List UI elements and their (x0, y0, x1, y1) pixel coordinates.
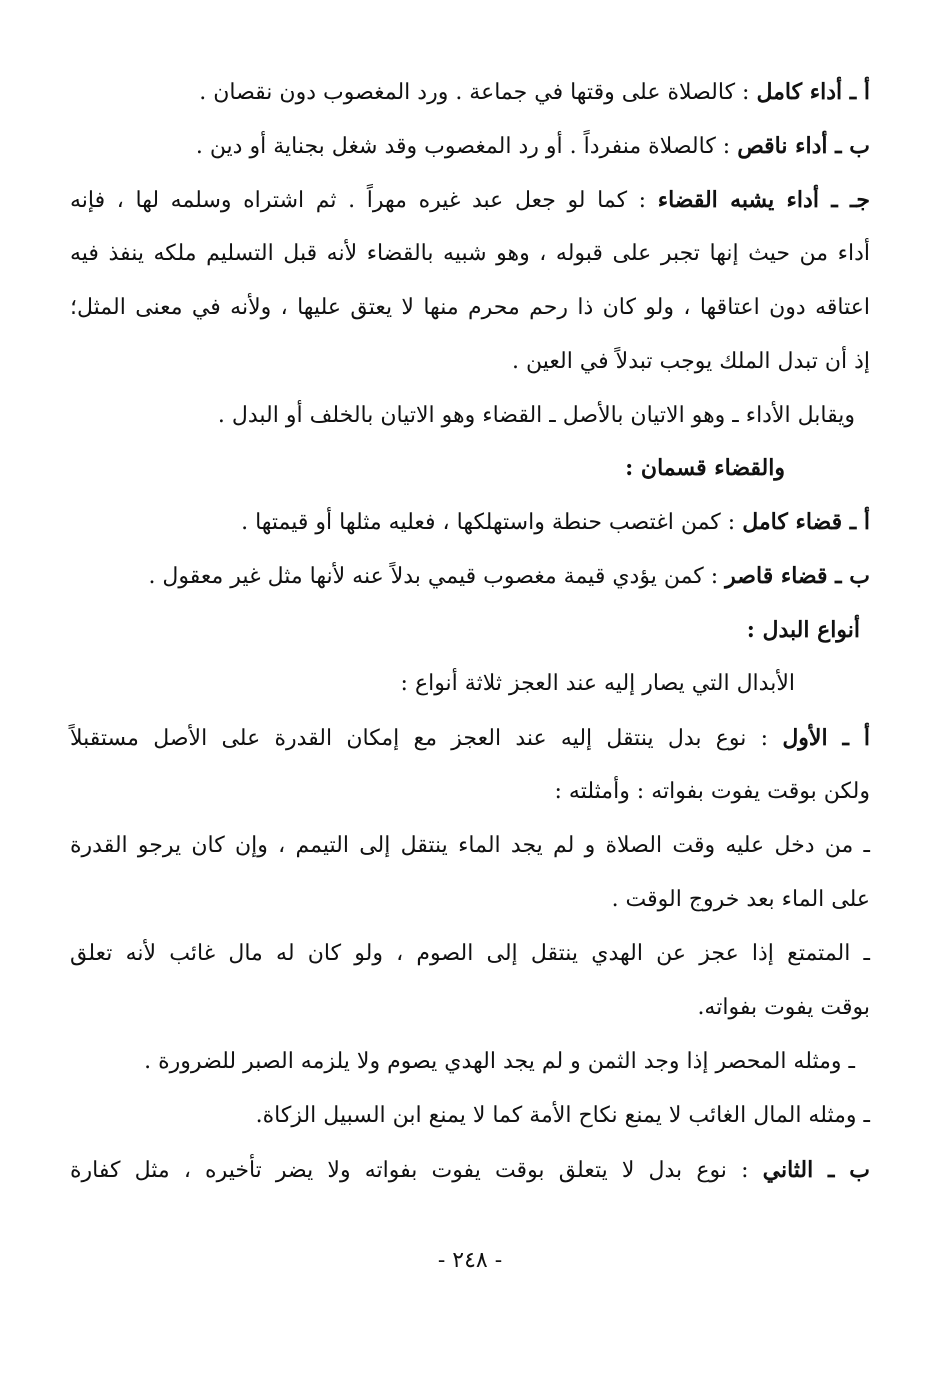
text-line (70, 402, 870, 430)
line-text: بوقت يفوت بفواته. (697, 995, 870, 1020)
text-line (70, 1102, 870, 1130)
heading-colon: : (625, 455, 641, 481)
text-line (70, 832, 870, 860)
text-line (70, 670, 870, 698)
line-lead: جـ ـ أداء يشبه القضاء (657, 187, 871, 213)
line-text: الأبدال التي يصار إليه عند العجز ثلاثة أنواع : (400, 671, 795, 696)
line-text: : كمن يؤدي قيمة مغصوب قيمي بدلاً عنه لأنها مثل غير معقول . (148, 564, 726, 589)
line-text: إذ أن تبدل الملك يوجب تبدلاً في العين . (512, 349, 870, 374)
line-text: : نوع بدل ينتقل إليه عند العجز مع إمكان القدرة على الأصل مستقبلاً (70, 726, 783, 751)
line-lead: أ ـ قضاء كامل (742, 509, 870, 535)
page-body (70, 78, 870, 1210)
text-line (70, 240, 870, 268)
line-lead: ب ـ قضاء قاصر (725, 563, 870, 589)
line-text: اعتاقه دون اعتاقها ، ولو كان ذا رحم محرم منها لا يعتق عليها ، ولأنه في معنى المثل؛ (70, 295, 870, 320)
line-text: ـ ومثله المحصر إذا وجد الثمن و لم يجد الهدي يصوم ولا يلزمه الصبر للضرورة . (144, 1049, 855, 1074)
line-lead: ب ـ الثاني (762, 1157, 871, 1183)
text-line (70, 562, 870, 590)
text-line (70, 778, 870, 806)
heading-colon: : (746, 617, 763, 643)
line-text: أداء من حيث إنها تجبر على قبوله ، وهو شبيه بالقضاء لأنه قبل التسليم ملكه ينفذ فيه (70, 241, 870, 266)
text-line (70, 994, 870, 1022)
line-text: ويقابل الأداء ـ وهو الاتيان بالأصل ـ القضاء وهو الاتيان بالخلف أو البدل . (217, 403, 855, 428)
text-line (70, 294, 870, 322)
text-line (70, 1156, 870, 1184)
line-text: : كما لو جعل عبد غيره مهراً . ثم اشتراه وسلمه لها ، فإنه (70, 188, 658, 213)
line-text: ـ ومثله المال الغائب لا يمنع نكاح الأمة كما لا يمنع ابن السبيل الزكاة. (255, 1103, 870, 1128)
text-line (70, 886, 870, 914)
line-text: على الماء بعد خروج الوقت . (611, 887, 870, 912)
text-line (70, 132, 870, 160)
text-line (70, 1048, 870, 1076)
text-line (70, 508, 870, 536)
line-text: : نوع بدل لا يتعلق بوقت يفوت بفواته ولا يضر تأخيره ، مثل كفارة (70, 1158, 763, 1183)
heading-text: والقضاء قسمان (640, 455, 785, 481)
section-heading (70, 454, 870, 482)
line-text: : كالصلاة على وقتها في جماعة . ورد المغصوب دون نقصان . (199, 80, 757, 105)
line-text: : كمن اغتصب حنطة واستهلكها ، فعليه مثلها أو قيمتها . (241, 510, 743, 535)
text-line (70, 348, 870, 376)
line-lead: أ ـ أداء كامل (756, 79, 870, 105)
text-line (70, 186, 870, 214)
text-line (70, 78, 870, 106)
line-lead: أ ـ الأول (782, 725, 870, 751)
line-text: ـ من دخل عليه وقت الصلاة و لم يجد الماء ينتقل إلى التيمم ، وإن كان يرجو القدرة (70, 833, 870, 858)
section-heading (70, 616, 870, 644)
page-number: - ٢٤٨ - (437, 1248, 503, 1273)
text-line (70, 724, 870, 752)
line-lead: ب ـ أداء ناقص (737, 133, 870, 159)
heading-text: أنواع البدل (762, 617, 860, 643)
line-text: ولكن بوقت يفوت بفواته : وأمثلته : (554, 779, 870, 804)
line-text: : كالصلاة منفرداً . أو رد المغصوب وقد شغل بجناية أو دين . (195, 134, 738, 159)
text-line (70, 940, 870, 968)
line-text: ـ المتمتع إذا عجز عن الهدي ينتقل إلى الصوم ، ولو كان له مال غائب لأنه تعلق (70, 941, 870, 966)
